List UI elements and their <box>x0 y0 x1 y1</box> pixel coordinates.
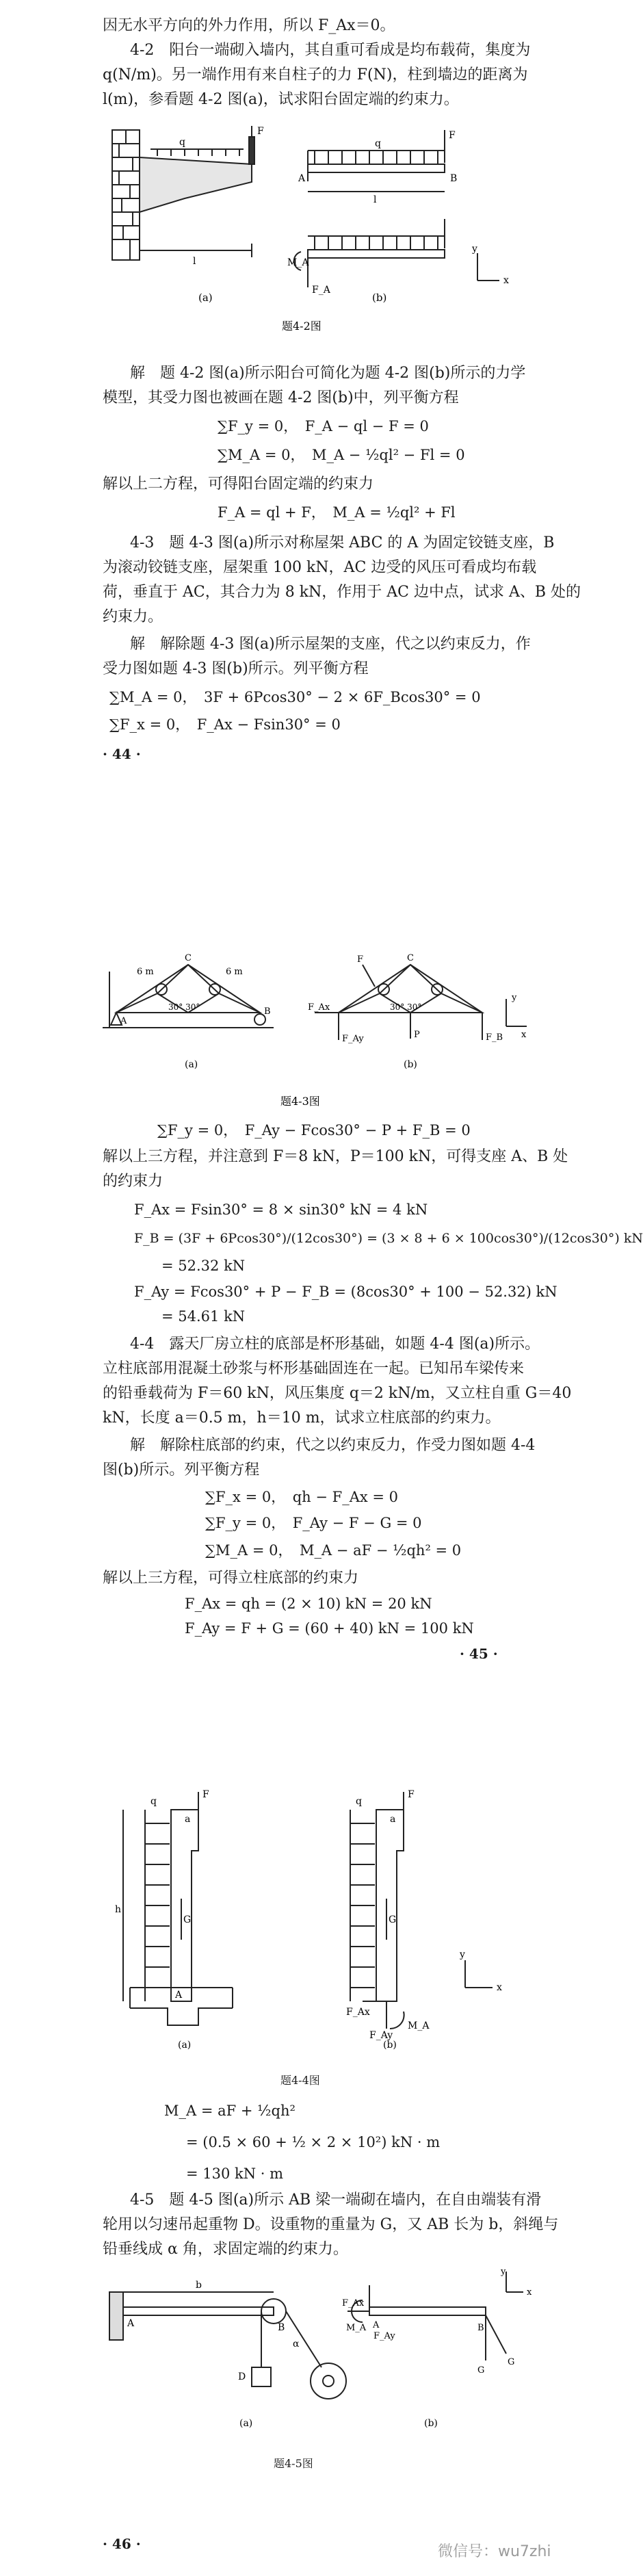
equation: F_B = (3F + 6Pcos30°)/(12cos30°) = (3 × 8 + 6 × 100cos30°)/(12cos30°) kN <box>134 1231 643 1246</box>
fig-sub-a: (a) <box>239 2418 253 2429</box>
axis-y: y <box>501 2267 506 2277</box>
text-line: 4-5 题 4-5 图(a)所示 AB 梁一端砌在墙内，在自由端装有滑 <box>130 2191 542 2209</box>
label-f: F <box>357 954 364 965</box>
fig-sub-a: (a) <box>198 291 213 304</box>
equation: ∑M_A = 0， 3F + 6Pcos30° − 2 × 6F_Bcos30° = 0 <box>109 689 481 705</box>
label-ma: M_A <box>287 257 309 268</box>
text-line: 约束力。 <box>103 608 163 625</box>
label-a-dim: a <box>185 1814 191 1825</box>
equation: = (0.5 × 60 + ½ × 2 × 10²) kN · m <box>186 2134 441 2150</box>
label-g: G <box>183 1914 192 1925</box>
fig-sub-a: (a) <box>178 2040 192 2051</box>
page-46 <box>0 1717 605 2576</box>
equation: M_A = aF + ½qh² <box>164 2103 296 2119</box>
text-line: 受力图如题 4-3 图(b)所示。列平衡方程 <box>103 660 369 677</box>
label-p: P <box>414 1030 420 1040</box>
equation: ∑F_y = 0， F_Ay − F − G = 0 <box>205 1515 422 1531</box>
label-b: B <box>264 1006 271 1017</box>
text-line: 4-2 阳台一端砌入墙内，其自重可看成是均布载荷，集度为 <box>130 42 531 59</box>
label-fb: F_B <box>486 1032 503 1043</box>
equation: ∑F_y = 0， F_Ay − Fcos30° − P + F_B = 0 <box>157 1122 471 1139</box>
winch <box>311 2363 346 2399</box>
figure-caption: 题4-2图 <box>282 320 322 333</box>
balcony-slab <box>140 157 252 212</box>
figure-caption: 题4-4图 <box>280 2074 320 2087</box>
text-line: 图(b)所示。列平衡方程 <box>103 1461 260 1479</box>
label-g: G <box>389 1914 397 1925</box>
text-line: kN，长度 a＝0.5 m，h＝10 m，试求立柱底部的约束力。 <box>103 1409 501 1427</box>
equation: F_Ax = Fsin30° = 8 × sin30° kN = 4 kN <box>134 1201 428 1218</box>
label-d: D <box>238 2371 246 2382</box>
label-f: F <box>449 130 456 141</box>
label-a-dim: a <box>390 1814 396 1825</box>
label-fa: F_A <box>312 285 330 296</box>
label-fax: F_Ax <box>308 1002 330 1013</box>
figure-caption: 题4-5图 <box>274 2457 313 2470</box>
label-q: q <box>375 138 381 149</box>
equation: F_A = ql + F， M_A = ½ql² + Fl <box>218 504 456 521</box>
fig-sub-b: (b) <box>424 2418 438 2429</box>
label-a: A <box>120 1016 127 1026</box>
page-number: · 44 · <box>103 746 141 762</box>
angle-30: 30° 30° <box>390 1002 422 1012</box>
fig-sub-b: (b) <box>372 291 387 304</box>
text-line: 的铅垂载荷为 F＝60 kN，风压集度 q＝2 kN/m，又立柱自重 G＝40 <box>103 1385 572 1402</box>
label-b-dim: b <box>196 2280 202 2291</box>
label-b: B <box>278 2322 285 2333</box>
page-number: · 45 · <box>460 1645 498 1662</box>
equation: ∑F_y = 0， F_A − ql − F = 0 <box>218 418 429 434</box>
angle-30: 30° 30° <box>168 1002 200 1012</box>
label-q: q <box>179 137 185 148</box>
axis-x: x <box>521 1030 527 1040</box>
text-line: 的约束力 <box>103 1173 163 1190</box>
figure-4-5 <box>103 2265 532 2443</box>
equation: ∑M_A = 0， M_A − ½ql² − Fl = 0 <box>218 447 465 463</box>
equation: F_Ay = F + G = (60 + 40) kN = 100 kN <box>185 1620 474 1637</box>
dim-6m: 6 m <box>226 967 243 977</box>
page-44 <box>0 0 605 859</box>
label-f: F <box>408 1789 415 1800</box>
label-h: h <box>115 1904 122 1915</box>
equation: F_Ay = Fcos30° + P − F_B = (8cos30° + 100 − 52.32) kN <box>134 1284 557 1300</box>
label-a: A <box>127 2318 135 2329</box>
text-line: l(m)，参看题 4-2 图(a)，试求阳台固定端的约束力。 <box>103 91 459 108</box>
label-a: A <box>298 173 306 184</box>
label-c: C <box>185 953 192 963</box>
axis-x: x <box>497 1982 502 1993</box>
wall-shape <box>112 130 140 260</box>
label-fay: F_Ay <box>373 2331 395 2341</box>
text-line: 立柱底部用混凝土砂浆与杯形基础固连在一起。已知吊车梁传来 <box>103 1360 525 1377</box>
label-q: q <box>150 1796 157 1807</box>
label-b: B <box>450 173 458 184</box>
text-line: 解以上三方程，可得立柱底部的约束力 <box>103 1570 359 1587</box>
axis-x: x <box>503 275 509 286</box>
weight-d <box>252 2367 271 2386</box>
label-g: G <box>477 2365 485 2376</box>
axis-y: y <box>472 244 477 255</box>
label-fax: F_Ax <box>342 2298 365 2308</box>
equation: ∑M_A = 0， M_A − aF − ½qh² = 0 <box>205 1542 462 1559</box>
equation: ∑F_x = 0， qh − F_Ax = 0 <box>205 1489 399 1505</box>
beam-ab <box>123 2307 274 2315</box>
axis-y: y <box>460 1949 465 1960</box>
column-b <box>376 1810 404 2001</box>
text-line: 因无水平方向的外力作用，所以 F_Ax＝0。 <box>103 17 395 34</box>
figure-4-3 <box>103 951 527 1122</box>
label-l: l <box>193 256 196 267</box>
figure-4-4 <box>103 1782 527 2070</box>
label-fay: F_Ay <box>342 1034 364 1044</box>
text-line: 解以上三方程，并注意到 F＝8 kN，P＝100 kN，可得支座 A、B 处 <box>103 1148 568 1165</box>
text-line: q(N/m)。另一端作用有来自柱子的力 F(N)，柱到墙边的距离为 <box>103 66 528 83</box>
text-line: 为滚动铰链支座，屋架重 100 kN，AC 边受的风压可看成均布载 <box>103 559 537 576</box>
dim-6m: 6 m <box>137 967 154 977</box>
label-l: l <box>373 194 377 205</box>
column-a <box>171 1810 198 2001</box>
text-line: 4-4 露天厂房立柱的底部是杯形基础，如题 4-4 图(a)所示。 <box>130 1336 540 1353</box>
text-line: 解 题 4-2 图(a)所示阳台可简化为题 4-2 图(b)所示的力学 <box>130 365 526 382</box>
text-line: 模型，其受力图也被画在题 4-2 图(b)中，列平衡方程 <box>103 389 459 406</box>
label-b: B <box>477 2323 484 2333</box>
fig-sub-b: (b) <box>383 2040 397 2051</box>
fig-sub-b: (b) <box>404 1059 417 1070</box>
equation: ∑F_x = 0， F_Ax − Fsin30° = 0 <box>109 716 341 733</box>
figure-caption: 题4-3图 <box>280 1095 320 1108</box>
label-alpha: α <box>293 2339 300 2350</box>
equation: = 130 kN · m <box>186 2165 284 2182</box>
page-45 <box>0 859 643 1717</box>
text-line: 解 解除题 4-3 图(a)所示屋架的支座，代之以约束反力，作 <box>130 636 531 653</box>
text-line: 解 解除柱底部的约束，代之以约束反力，作受力图如题 4-4 <box>130 1437 536 1454</box>
label-q: q <box>356 1796 362 1807</box>
label-ma: M_A <box>346 2323 367 2333</box>
label-g: G <box>508 2357 515 2367</box>
label-a: A <box>373 2320 380 2330</box>
text-line: 解以上二方程，可得阳台固定端的约束力 <box>103 476 374 493</box>
text-line: 轮用以匀速吊起重物 D。设重物的重量为 G，又 AB 长为 b，斜绳与 <box>103 2216 559 2233</box>
beam-ab-fbd <box>369 2307 486 2315</box>
equation: = 52.32 kN <box>161 1258 246 1274</box>
text-line: 荷，垂直于 AC，其合力为 8 kN，作用于 AC 边中点，试求 A、B 处的 <box>103 584 581 601</box>
figure-4-2 <box>103 116 513 342</box>
axis-y: y <box>512 993 517 1003</box>
label-fax: F_Ax <box>346 2007 370 2018</box>
text-line: 4-3 题 4-3 图(a)所示对称屋架 ABC 的 A 为固定铰链支座，B <box>130 534 555 551</box>
page-number: · 46 · <box>103 2536 141 2552</box>
label-f: F <box>257 126 264 137</box>
label-c: C <box>407 953 414 963</box>
label-a: A <box>175 1990 183 2001</box>
label-ma: M_A <box>408 2020 430 2031</box>
text-line: 铅垂线成 α 角，求固定端的约束力。 <box>103 2241 348 2258</box>
label-fay: F_Ay <box>369 2030 393 2041</box>
label-f: F <box>202 1789 209 1800</box>
equation: F_Ax = qh = (2 × 10) kN = 20 kN <box>185 1596 432 1612</box>
fig-sub-a: (a) <box>185 1059 198 1070</box>
watermark: 微信号：wu7zhi <box>438 2543 551 2560</box>
axis-x: x <box>527 2287 532 2298</box>
equation: = 54.61 kN <box>161 1308 246 1325</box>
